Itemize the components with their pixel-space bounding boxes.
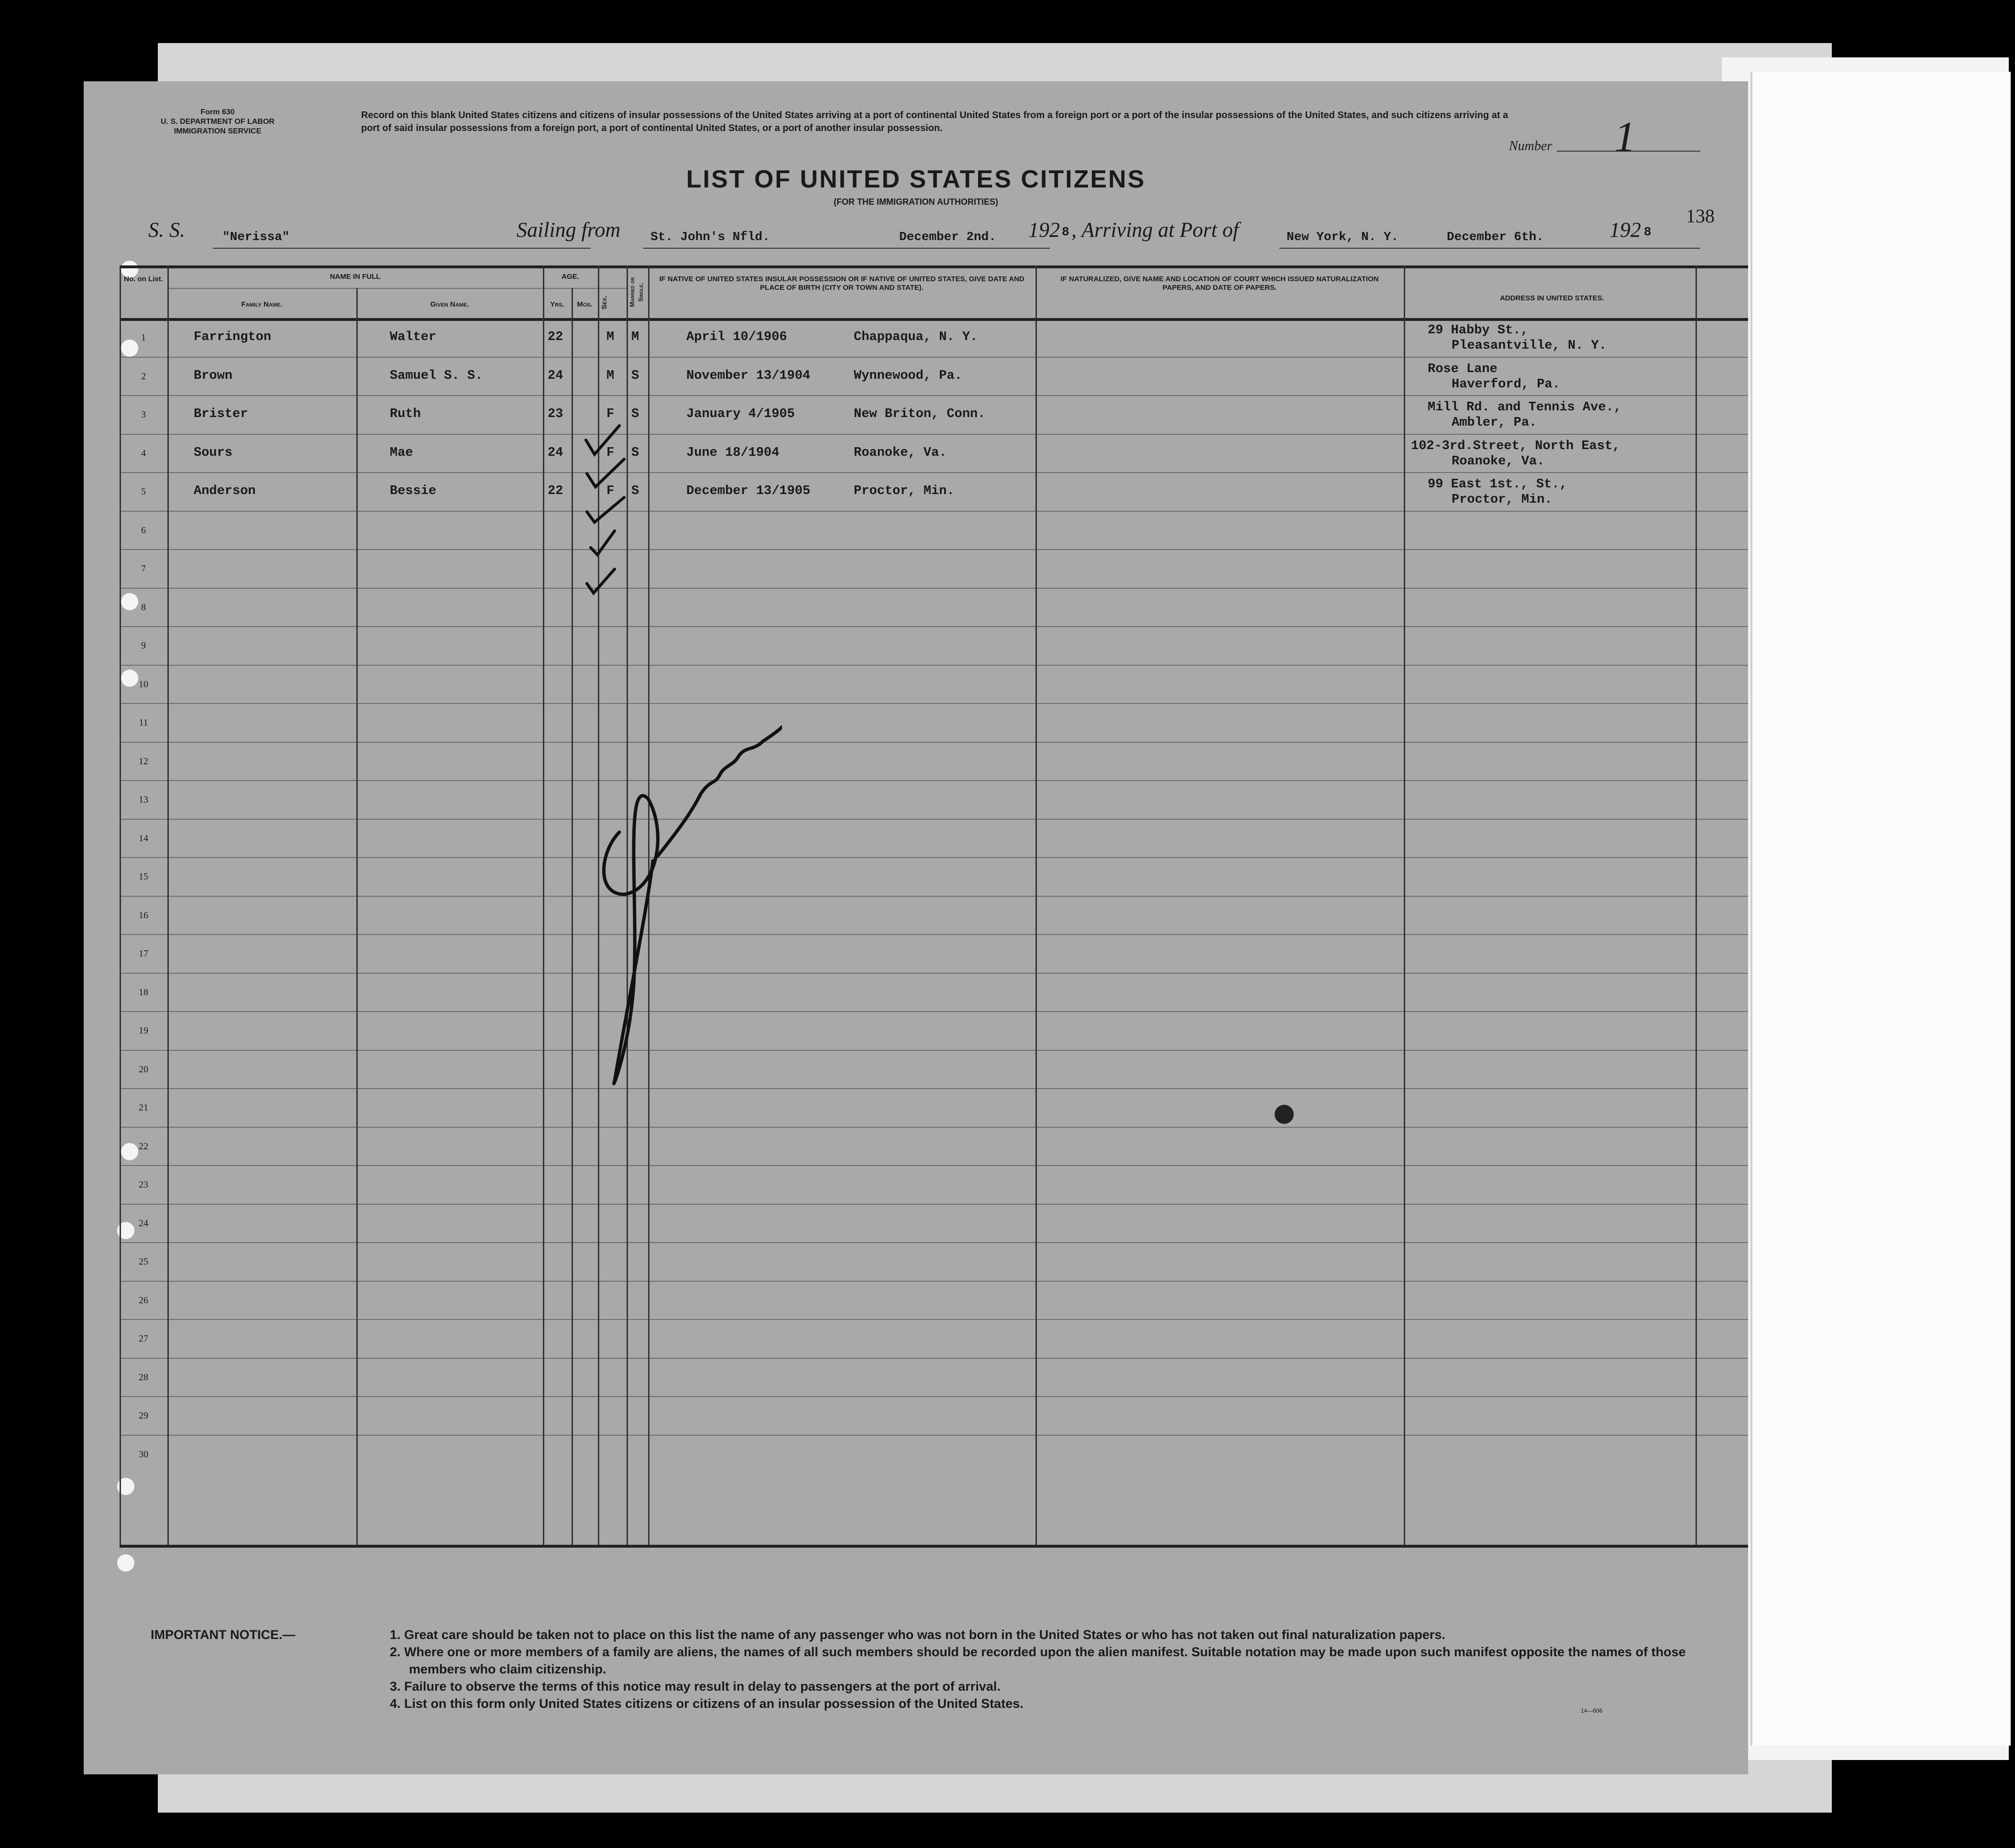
sex: M	[606, 369, 615, 383]
ship-name-line	[213, 248, 591, 249]
sex: F	[606, 407, 615, 421]
col-header-yrs: Yrs.	[550, 300, 564, 308]
family-name: Brister	[194, 407, 248, 421]
adjacent-page-edge	[1751, 72, 2011, 1746]
notice-items	[390, 1626, 1729, 1712]
row-rule	[120, 626, 1748, 627]
arriving-label: , Arriving at Port of	[1071, 218, 1239, 242]
row-number: 5	[141, 486, 146, 497]
table-bottom-rule	[120, 1545, 1748, 1548]
notice-item: 1. Great care should be taken not to place on this list the name of any passenger who was not born in the United States or who has not taken out final naturalization papers.	[390, 1628, 1445, 1642]
row-number: 4	[141, 448, 146, 459]
col-header-no: No. on List.	[124, 275, 163, 283]
birth-date: January 4/1905	[686, 407, 795, 421]
check-mark	[587, 569, 615, 593]
column-rule	[543, 265, 544, 1545]
row-number: 16	[139, 910, 148, 921]
given-name: Bessie	[390, 484, 437, 498]
row-rule	[120, 1281, 1748, 1282]
check-mark	[586, 426, 619, 454]
column-rule	[1696, 265, 1697, 1545]
row-rule	[120, 549, 1748, 550]
family-name: Farrington	[194, 330, 272, 344]
row-rule	[120, 665, 1748, 666]
family-name: Sours	[194, 446, 233, 460]
age-years: 24	[548, 446, 563, 460]
column-rule	[1035, 265, 1037, 1545]
row-rule	[120, 819, 1748, 820]
page-title: LIST OF UNITED STATES CITIZENS	[686, 165, 1146, 193]
ship-name: "Nerissa"	[222, 230, 290, 244]
birth-place: Chappaqua, N. Y.	[854, 330, 978, 344]
arriving-port-line	[1279, 248, 1700, 249]
notice-item: 4. List on this form only United States citizens or citizens of an insular possession of the United States.	[390, 1696, 1024, 1711]
birth-date: November 13/1904	[686, 369, 811, 383]
row-number: 7	[141, 563, 146, 574]
sex: M	[606, 330, 615, 344]
sailing-label: Sailing from	[517, 218, 621, 242]
sailing-year-prefix: 192	[1028, 218, 1060, 242]
row-rule	[120, 511, 1748, 512]
header-subrule	[167, 288, 627, 289]
col-header-married-single: Married or Single.	[628, 277, 644, 308]
row-number: 6	[141, 525, 146, 536]
age-years: 22	[548, 330, 563, 344]
check-marks	[586, 426, 624, 593]
address-line-2: Pleasantville, N. Y.	[1452, 339, 1607, 353]
row-rule	[120, 1011, 1748, 1012]
row-number: 8	[141, 602, 146, 613]
row-rule	[120, 857, 1748, 858]
row-number: 22	[139, 1141, 148, 1152]
signature-stroke	[658, 727, 782, 856]
address-line-1: Mill Rd. and Tennis Ave.,	[1428, 400, 1622, 415]
row-rule	[120, 1242, 1748, 1243]
marital-status: M	[631, 330, 639, 344]
row-rule	[120, 1435, 1748, 1436]
table-top-rule	[120, 265, 1748, 268]
row-number: 13	[139, 794, 148, 805]
row-rule	[120, 896, 1748, 897]
marital-status: S	[631, 484, 639, 498]
row-number: 21	[139, 1102, 148, 1113]
number-label: Number	[1509, 139, 1553, 154]
row-rule	[120, 1358, 1748, 1359]
col-header-mos: Mos.	[577, 300, 593, 308]
row-number: 1	[141, 332, 146, 343]
row-rule	[120, 1396, 1748, 1397]
arriving-port: New York, N. Y.	[1287, 230, 1399, 244]
form-number: Form 630	[200, 108, 235, 116]
sailing-year: 8	[1062, 225, 1069, 239]
arriving-year-prefix: 192	[1609, 218, 1641, 242]
column-rule	[1404, 265, 1405, 1545]
row-number: 10	[139, 679, 148, 690]
row-rule	[120, 588, 1748, 589]
row-rule	[120, 1204, 1748, 1205]
row-number: 29	[139, 1410, 148, 1421]
row-number: 27	[139, 1333, 148, 1344]
sailing-from: St. John's Nfld.	[650, 230, 770, 244]
arriving-year: 8	[1644, 225, 1652, 239]
age-years: 24	[548, 369, 563, 383]
birth-place: Wynnewood, Pa.	[854, 369, 962, 383]
col-header-naturalized: IF NATURALIZED, GIVE NAME AND LOCATION OF COURT WHICH ISSUED NATURALIZATION PAPERS, AND DATE OF PAPERS.	[1060, 275, 1379, 292]
form-instructions: Record on this blank United States citizens and citizens of insular possessions of the United States arriving at a port of continental United States from a foreign port or a port of the insular possessions of the United States, and such citizens arriving at a port of said insular possessions from a foreign port, a port of continental United States, or a port of another insular possession.	[361, 110, 1508, 133]
row-number: 11	[139, 717, 148, 728]
row-rule	[120, 1319, 1748, 1320]
marital-status: S	[631, 369, 639, 383]
arriving-date: December 6th.	[1447, 230, 1544, 244]
row-number: 12	[139, 756, 148, 767]
address-line-2: Ambler, Pa.	[1452, 416, 1537, 430]
row-number: 20	[139, 1064, 148, 1075]
marital-status: S	[631, 446, 639, 460]
header-bottom-rule	[120, 318, 1748, 321]
sailing-date: December 2nd.	[899, 230, 996, 244]
row-number: 26	[139, 1295, 148, 1306]
row-number: 28	[139, 1372, 148, 1383]
address-line-1: 102-3rd.Street, North East,	[1411, 439, 1620, 453]
row-number: 15	[139, 871, 148, 882]
row-rule	[120, 1165, 1748, 1166]
address-line-1: 29 Habby St.,	[1428, 323, 1529, 338]
row-rule	[120, 703, 1748, 704]
row-number: 25	[139, 1256, 148, 1267]
family-name: Brown	[194, 369, 233, 383]
row-number: 17	[139, 948, 148, 959]
address-line-1: 99 East 1st., St.,	[1428, 477, 1567, 492]
row-rule	[120, 742, 1748, 743]
col-header-age: AGE.	[562, 273, 579, 281]
row-rule	[120, 1050, 1748, 1051]
row-number: 9	[141, 640, 146, 651]
sex: F	[606, 484, 615, 498]
col-header-address: ADDRESS IN UNITED STATES.	[1500, 294, 1604, 302]
given-name: Mae	[390, 446, 413, 460]
notice-lead: IMPORTANT NOTICE.—	[151, 1628, 296, 1642]
notice-item: 3. Failure to observe the terms of this notice may result in delay to passengers at the port of arrival.	[390, 1679, 1001, 1694]
service-name: IMMIGRATION SERVICE	[174, 127, 262, 135]
given-name: Ruth	[390, 407, 421, 421]
check-mark	[587, 459, 624, 487]
birth-place: Roanoke, Va.	[854, 446, 947, 460]
birth-date: December 13/1905	[686, 484, 811, 498]
row-rule	[120, 472, 1748, 473]
row-number: 24	[139, 1218, 148, 1229]
col-header-name: NAME IN FULL	[330, 273, 381, 281]
row-number: 19	[139, 1025, 148, 1036]
manifest-page	[84, 81, 1748, 1774]
birth-date: June 18/1904	[686, 446, 780, 460]
column-rule	[167, 265, 169, 1545]
department-name: U. S. DEPARTMENT OF LABOR	[161, 118, 275, 126]
list-number: 1	[1614, 113, 1636, 161]
ss-label: S. S.	[148, 218, 185, 242]
col-header-birth: IF NATIVE OF UNITED STATES INSULAR POSSESSION OR IF NATIVE OF UNITED STATES, GIVE DATE AND PLACE OF BIRTH (CITY OR TOWN AND STATE).	[659, 275, 1024, 292]
col-header-sex: Sex.	[600, 296, 608, 309]
row-rule	[120, 434, 1748, 435]
form-code: 14—606	[1581, 1707, 1603, 1714]
page-number: 138	[1686, 205, 1715, 227]
row-rule	[120, 780, 1748, 781]
row-number: 2	[141, 371, 146, 382]
row-number: 23	[139, 1179, 148, 1190]
check-mark	[587, 497, 624, 522]
handwriting-overlay	[581, 306, 782, 1143]
page-subtitle: (FOR THE IMMIGRATION AUTHORITIES)	[834, 197, 998, 207]
age-years: 23	[548, 407, 563, 421]
birth-place: Proctor, Min.	[854, 484, 955, 498]
address-line-2: Proctor, Min.	[1452, 493, 1553, 507]
row-rule	[120, 1088, 1748, 1089]
family-name: Anderson	[194, 484, 256, 498]
row-rule	[120, 973, 1748, 974]
row-rule	[120, 934, 1748, 935]
birth-place: New Briton, Conn.	[854, 407, 986, 421]
given-name: Samuel S. S.	[390, 369, 483, 383]
row-number: 30	[139, 1449, 148, 1460]
row-number: 3	[141, 409, 146, 420]
check-mark	[591, 531, 615, 555]
inspector-signature	[604, 727, 782, 1084]
notice-item: 2. Where one or more members of a family are aliens, the names of all such members should be recorded upon the alien manifest. Suitable notation may be made upon such manifest opposite the names of those members who claim citizenship.	[390, 1645, 1686, 1676]
given-name: Walter	[390, 330, 437, 344]
stamp-blot	[1275, 1105, 1294, 1124]
column-rule	[356, 288, 358, 1545]
form-identification	[117, 108, 318, 136]
address-line-2: Roanoke, Va.	[1452, 454, 1545, 469]
age-years: 22	[548, 484, 563, 498]
sex: F	[606, 446, 615, 460]
marital-status: S	[631, 407, 639, 421]
binder-hole	[117, 1554, 134, 1572]
column-rule	[572, 288, 573, 1545]
address-line-1: Rose Lane	[1428, 362, 1497, 376]
row-rule	[120, 357, 1748, 358]
col-header-family: Family Name.	[241, 300, 283, 308]
col-header-given: Given Name.	[430, 300, 469, 308]
address-line-2: Haverford, Pa.	[1452, 377, 1560, 392]
sailing-date-line	[892, 248, 1050, 249]
row-rule	[120, 1127, 1748, 1128]
birth-date: April 10/1906	[686, 330, 787, 344]
row-number: 14	[139, 833, 148, 844]
signature-stroke	[604, 796, 658, 1084]
row-rule	[120, 395, 1748, 396]
row-number: 18	[139, 987, 148, 998]
